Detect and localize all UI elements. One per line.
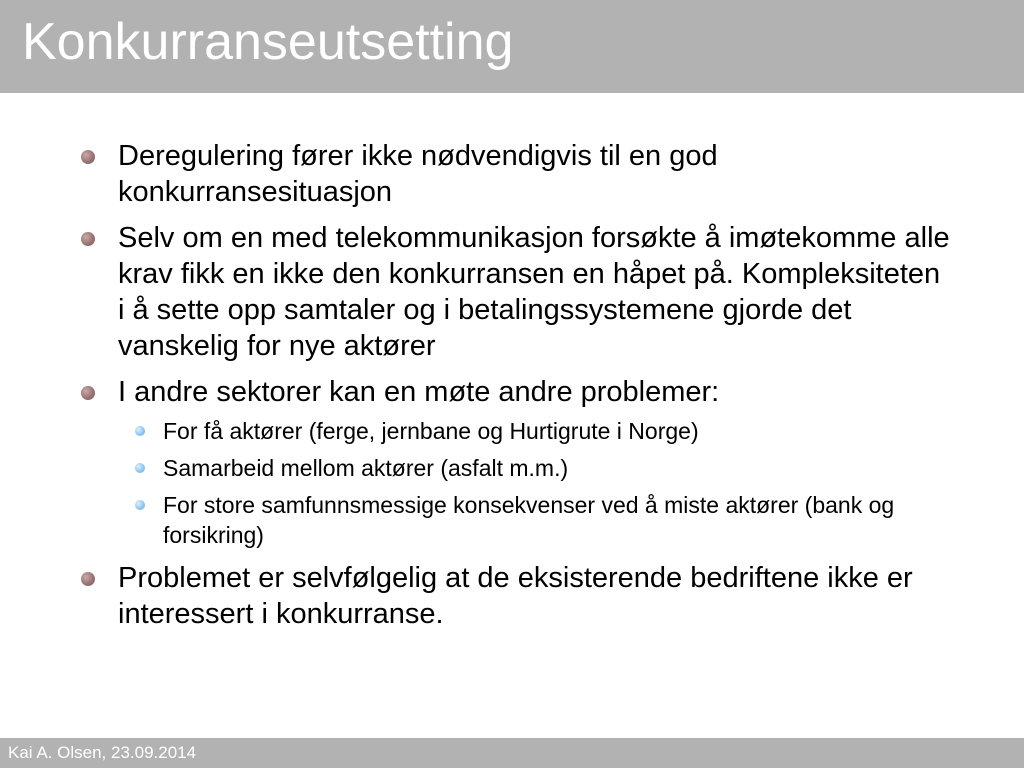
bullet-text: Problemet er selvfølgelig at de eksisterende bedriftene ikke er interessert i konkurranse.	[118, 562, 913, 630]
sub-bullet-dot-icon	[135, 426, 145, 436]
slide-content	[0, 138, 1024, 642]
sub-bullet-text: For få aktører (ferge, jernbane og Hurtigrute i Norge)	[163, 418, 699, 444]
bullet-list	[0, 138, 1024, 632]
footer-author-date: Kai A. Olsen, 23.09.2014	[8, 743, 197, 762]
bullet-item	[0, 560, 1024, 632]
sub-bullet-list	[118, 416, 954, 550]
bullet-dot-icon	[81, 232, 95, 246]
sub-bullet-item	[0, 453, 954, 483]
title-bar	[0, 0, 1024, 93]
bullet-dot-icon	[81, 572, 95, 586]
bullet-text: Deregulering fører ikke nødvendigvis til en god konkurransesituasjon	[118, 140, 718, 208]
sub-bullet-text: For store samfunnsmessige konsekvenser ved å miste aktører (bank og forsikring)	[163, 492, 895, 548]
bullet-item	[0, 138, 1024, 210]
sub-bullet-dot-icon	[135, 463, 145, 473]
bullet-item	[0, 220, 1024, 364]
bullet-text: I andre sektorer kan en møte andre problemer:	[118, 376, 720, 408]
bullet-dot-icon	[81, 150, 95, 164]
slide-title: Konkurranseutsetting	[22, 13, 514, 71]
sub-bullet-dot-icon	[135, 500, 145, 510]
bullet-text: Selv om en med telekommunikasjon forsøkte å imøtekomme alle krav fikk en ikke den konkurransen en håpet på. Kompleksiteten i å sette opp samtaler og i betalingssystemene gjorde det vanskelig for nye aktører	[118, 222, 950, 362]
sub-bullet-item	[0, 490, 954, 550]
footer-bar	[0, 738, 1024, 768]
sub-bullet-text: Samarbeid mellom aktører (asfalt m.m.)	[163, 455, 569, 481]
sub-bullet-item	[0, 416, 954, 446]
bullet-dot-icon	[81, 386, 95, 400]
bullet-item	[0, 374, 1024, 550]
